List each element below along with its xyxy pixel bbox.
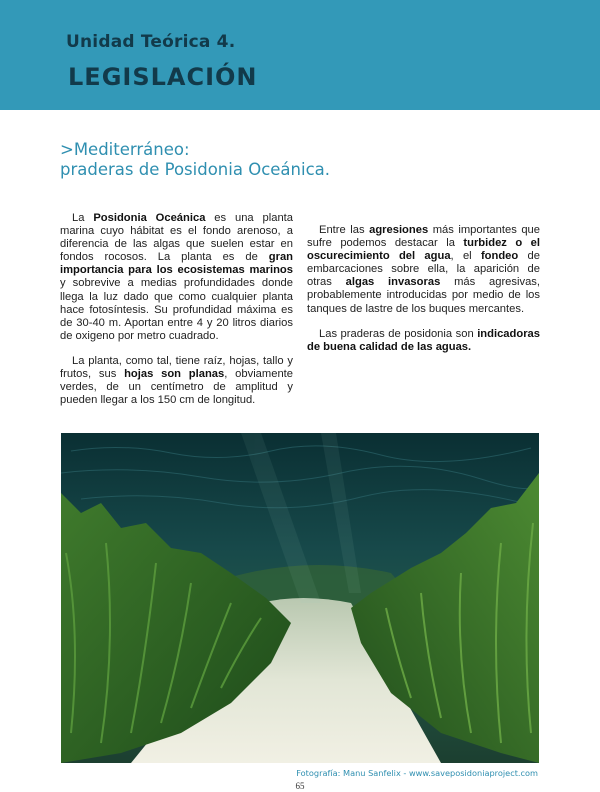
text-span: , obviamente verdes, de un centímetro de amplitud y pueden llegar a los 150 cm de longitud. [60, 368, 293, 407]
paragraph-aggressions [307, 224, 540, 316]
photo-credit: Fotografía: Manu Sanfelix - www.saveposidoniaproject.com [296, 768, 538, 778]
underwater-seagrass-photo [61, 433, 539, 763]
bold-term: fondeo [480, 250, 519, 263]
text-span: Las praderas de posidonia son [319, 327, 478, 340]
section-title: LEGISLACIÓN [68, 63, 258, 91]
bold-term: Posidonia Oceánica [93, 212, 206, 224]
page-number: 65 [295, 781, 305, 791]
text-span: y sobrevive a medias profundidades donde llega la luz dado que como cualquier planta hace fotosíntesis. Su profundidad máxima es de 30-40 m. Aportan entre 4 y 20 litros diarios de oxigeno por metro cuadrado. [60, 277, 293, 342]
text-span: Entre las [319, 224, 370, 236]
right-column [307, 224, 540, 366]
text-span: , el [450, 250, 481, 263]
subtitle-line-1: >Mediterráneo: [60, 140, 190, 159]
seagrass-illustration [61, 433, 539, 763]
bold-term: hojas son planas [124, 368, 225, 381]
text-span: más importantes que sufre podemos destacar la [307, 224, 540, 250]
paragraph-posidonia-intro [60, 212, 293, 343]
text-span: La [72, 212, 94, 224]
left-column [60, 212, 293, 419]
page-subtitle [60, 140, 480, 180]
text-span: es una planta marina cuyo hábitat es el fondo arenoso, a diferencia de las algas que suelen estar en fondos rocosos. La planta es de [60, 212, 293, 264]
header-banner [0, 0, 600, 110]
text-span: más agresivas, probablemente introducidas por medio de los tanques de lastre de los buques mercantes. [307, 276, 540, 315]
text-span: La planta, como tal, tiene raíz, hojas, tallo y frutos, sus [60, 354, 293, 381]
paragraph-plant-description [60, 355, 293, 407]
subtitle-line-2: praderas de Posidonia Oceánica. [60, 160, 330, 179]
bold-term: algas invasoras [345, 276, 441, 289]
bold-term: agresiones [369, 224, 429, 236]
bold-term: indicadoras de buena calidad de las aguas. [307, 327, 540, 353]
bold-term: turbidez o el oscurecimiento del agua [307, 237, 540, 263]
unit-title: Unidad Teórica 4. [66, 32, 236, 52]
paragraph-indicators [307, 328, 540, 354]
text-span: de embarcaciones sobre ella, la aparición de otras [307, 250, 540, 289]
bold-term: gran importancia para los ecosistemas marinos [60, 251, 293, 277]
